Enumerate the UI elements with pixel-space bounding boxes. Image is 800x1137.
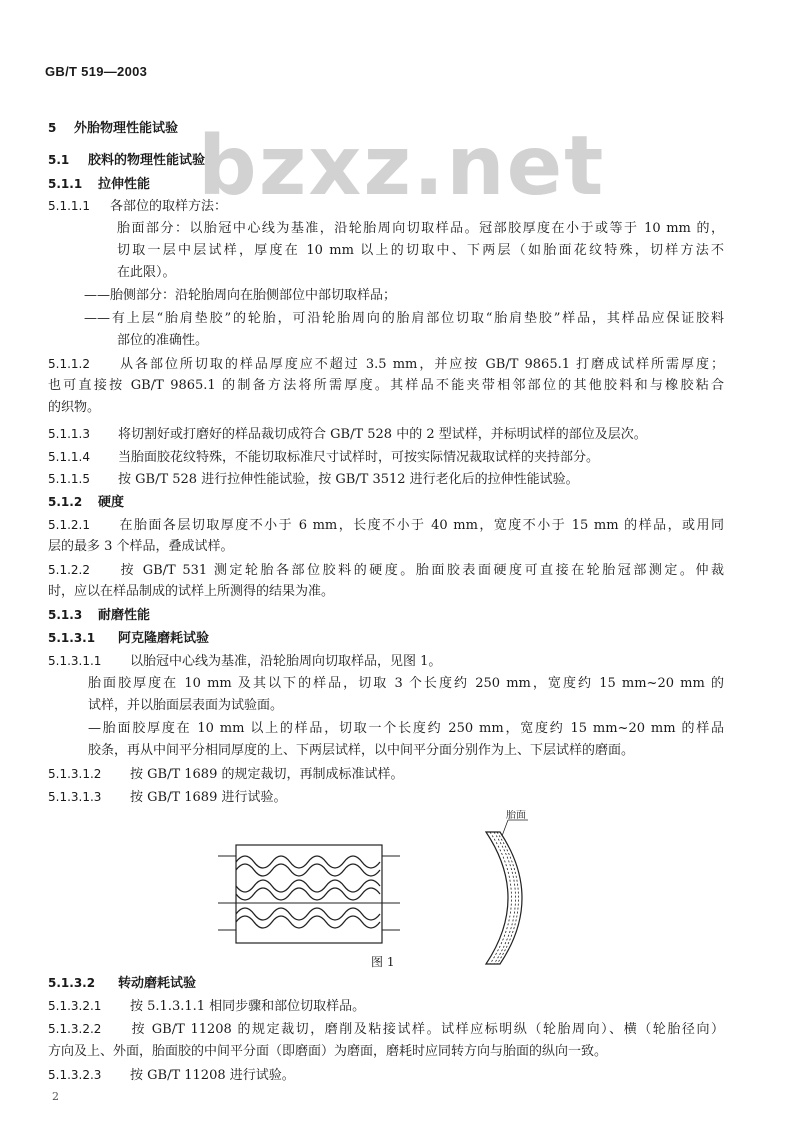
section-5-1-1-heading [48,176,150,193]
clause-5-1-1-2 [48,356,724,373]
section-5-heading [48,120,178,137]
section-5-1-2-heading [48,494,124,511]
section-number: 5.1.1 [48,177,83,191]
section-title: 转动磨耗试验 [118,976,197,991]
clause-number: 5.1.1.2 [48,357,90,371]
tire-cross-section [486,820,528,964]
clause-5-1-3-2-2 [48,1021,724,1038]
section-number: 5.1.3.2 [48,976,96,990]
paragraph-line: ——胎侧部分：沿轮胎周向在胎侧部位中部切取样品； [84,288,397,303]
clause-number: 5.1.3.2.1 [48,999,102,1013]
clause-number: 5.1.1.5 [48,472,90,486]
clause-5-1-2-1 [48,517,724,534]
clause-number: 5.1.1.3 [48,427,90,441]
paragraph-line: ——有上层“胎肩垫胶”的轮胎，可沿轮胎周向的胎肩部位切取“胎肩垫胶”样品，其样品应保证胶料 [84,311,724,326]
clause-number: 5.1.3.1.3 [48,790,102,804]
watermark: bzxz.net [198,119,606,214]
clause-text: 按 GB/T 1689 的规定裁切，再制成标准试样。 [130,767,404,782]
section-title: 胶料的物理性能试验 [88,153,206,168]
paragraph-line: 试样，并以胎面层表面为试验面。 [88,698,284,713]
clause-5-1-3-1-1 [48,653,441,670]
clause-text: 以胎冠中心线为基准，沿轮胎周向切取样品，见图 1。 [130,654,442,669]
section-title: 阿克隆磨耗试验 [118,631,210,646]
paragraph-line: 也可直接按 GB/T 9865.1 的制备方法将所需厚度。其样品不能夹带相邻部位的其他胶料和与橡胶粘合 [48,378,724,393]
paragraph-line: 按 GB/T 11208 的规定裁切，磨削及粘接试样。试样应标明纵（轮胎周向）、横（轮胎径向） [130,1022,724,1037]
paragraph-line: 部位的准确性。 [117,333,209,348]
paragraph-line: 在此限）。 [117,265,176,280]
clause-text: 按 GB/T 11208 进行试验。 [130,1068,295,1083]
clause-number: 5.1.3.2.3 [48,1068,102,1082]
paragraph-line: 切取一层中层试样，厚度在 10 mm 以上的切取中、下两层（如胎面花纹特殊，切样方法不 [117,243,724,258]
paragraph-line: —胎面胶厚度在 10 mm 以上的样品，切取一个长度约 250 mm，宽度约 15 mm~20 mm 的样品 [88,721,724,736]
paragraph-line: 胎面胶厚度在 10 mm 及其以下的样品，切取 3 个长度约 250 mm，宽度约 15 mm~20 mm 的 [88,676,724,691]
clause-5-1-3-2-1 [48,998,365,1015]
clause-text: 将切割好或打磨好的样品裁切成符合 GB/T 528 中的 2 型试样，并标明试样的部位及层次。 [118,427,647,442]
clause-5-1-1-1 [48,198,227,215]
clause-number: 5.1.1.1 [48,199,90,213]
clause-5-1-1-5 [48,471,579,488]
section-title: 硬度 [98,495,125,510]
page-number: 2 [52,1090,59,1103]
paragraph-line: 层的最多 3 个样品，叠成试样。 [48,539,234,554]
clause-number: 5.1.2.2 [48,563,90,577]
section-title: 耐磨性能 [98,608,151,623]
section-number: 5.1.3.1 [48,631,96,645]
section-5-1-heading [48,152,205,169]
label-leader-line [502,820,508,836]
section-5-1-3-heading [48,607,150,624]
clause-text: 按 5.1.3.1.1 相同步骤和部位切取样品。 [130,999,366,1014]
clause-text: 按 GB/T 528 进行拉伸性能试验，按 GB/T 3512 进行老化后的拉伸性能试验。 [118,472,579,487]
standard-number-header: GB/T 519—2003 [45,64,148,79]
paragraph-line: 从各部位所切取的样品厚度应不超过 3.5 mm，并应按 GB/T 9865.1 打磨成试样所需厚度； [118,357,724,372]
clause-5-1-1-3 [48,426,647,443]
paragraph-line: 在胎面各层切取厚度不小于 6 mm，长度不小于 40 mm，宽度不小于 15 mm 的样品，或用同 [118,518,724,533]
clause-5-1-3-2-3 [48,1067,295,1084]
paragraph-line: 方向及上、外面，胎面胶的中间平分面（即磨面）为磨面，磨耗时应同转方向与胎面的纵向一致。 [48,1044,608,1059]
figure-1-tread-sampling [210,810,540,965]
section-5-1-3-2-heading [48,975,196,992]
section-title: 拉伸性能 [98,177,151,192]
cross-section-outer [486,832,522,964]
clause-5-1-3-1-3 [48,789,286,806]
clause-number: 5.1.3.1.2 [48,767,102,781]
clause-5-1-3-1-2 [48,766,403,783]
clause-number: 5.1.3.2.2 [48,1022,102,1036]
tread-surface-label: 胎面 [506,810,526,821]
clause-number: 5.1.1.4 [48,450,90,464]
section-5-1-3-1-heading [48,630,209,647]
section-number: 5 [48,121,57,135]
clause-title: 各部位的取样方法： [110,199,228,214]
clause-text: 当胎面胶花纹特殊，不能切取标准尺寸试样时，可按实际情况裁取试样的夹持部分。 [118,450,600,465]
figure-caption: 图 1 [371,955,395,969]
section-number: 5.1 [48,153,70,167]
section-number: 5.1.2 [48,495,83,509]
paragraph-line: 胎面部分：以胎冠中心线为基准，沿轮胎周向切取样品。冠部胶厚度在小于或等于 10 mm 的， [117,221,724,236]
paragraph-line: 按 GB/T 531 测定轮胎各部位胶料的硬度。胎面胶表面硬度可直接在轮胎冠部测定。仲裁 [118,563,724,578]
clause-5-1-2-2 [48,562,724,579]
section-title: 外胎物理性能试验 [74,121,179,136]
clause-number: 5.1.3.1.1 [48,654,102,668]
clause-5-1-1-4 [48,449,599,466]
paragraph-line: 时，应以在样品制成的试样上所测得的结果为准。 [48,584,335,599]
section-number: 5.1.3 [48,608,83,622]
clause-text: 按 GB/T 1689 进行试验。 [130,790,287,805]
paragraph-line: 胶条，再从中间平分相同厚度的上、下两层试样，以中间平分面分别作为上、下层试样的磨面。 [88,743,635,758]
paragraph-line: 的织物。 [48,400,101,415]
clause-number: 5.1.2.1 [48,518,90,532]
